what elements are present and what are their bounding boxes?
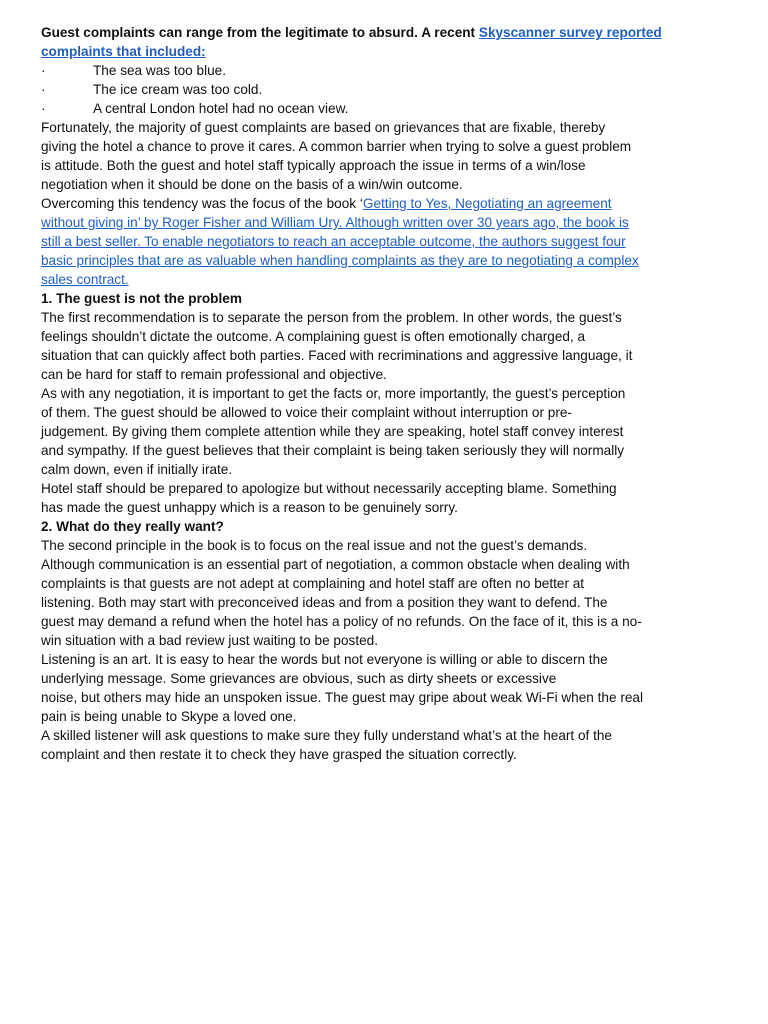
paragraph-line: complaints is that guests are not adept at complaining and hotel staff are often no better at [41, 576, 585, 591]
book-paragraph-line [41, 232, 737, 251]
book-link-part[interactable]: sales contract. [41, 272, 129, 287]
bullet-item [41, 99, 737, 118]
paragraph-line: negotiation when it should be done on the basis of a win/win outcome. [41, 177, 463, 192]
skyscanner-survey-link-part-1[interactable]: Skyscanner survey reported [478, 25, 662, 40]
paragraph-line: is attitude. Both the guest and hotel staff typically approach the issue in terms of a win/lose [41, 158, 586, 173]
bullet-item [41, 61, 737, 80]
paragraph-line: feelings shouldn’t dictate the outcome. A complaining guest is often emotionally charged, a [41, 329, 586, 344]
paragraph-line: underlying message. Some grievances are obvious, such as dirty sheets or excessive [41, 671, 557, 686]
intro-lead-text: Guest complaints can range from the legitimate to absurd. A recent [41, 25, 479, 40]
book-lead-text: Overcoming this tendency was the focus of the book ‘ [41, 196, 363, 211]
bullet-marker: · [41, 101, 46, 116]
book-paragraph-line [41, 213, 737, 232]
paragraph-line: Hotel staff should be prepared to apologize but without necessarily accepting blame. Something [41, 481, 617, 496]
skyscanner-survey-link-part-2[interactable]: complaints that included: [41, 44, 206, 59]
paragraph-line: Although communication is an essential part of negotiation, a common obstacle when dealing with [41, 557, 630, 572]
paragraph-line: As with any negotiation, it is important to get the facts or, more importantly, the guest’s perception [41, 386, 626, 401]
paragraph-line: win situation with a bad review just waiting to be posted. [41, 633, 379, 648]
bullet-item [41, 80, 737, 99]
paragraph-line: complaint and then restate it to check they have grasped the situation correctly. [41, 747, 517, 762]
paragraph-line: of them. The guest should be allowed to voice their complaint without interruption or pre- [41, 405, 572, 420]
paragraph-line: listening. Both may start with preconceived ideas and from a position they want to defend. The [41, 595, 608, 610]
paragraph-line: can be hard for staff to remain professional and objective. [41, 367, 387, 382]
paragraph-line: calm down, even if initially irate. [41, 462, 233, 477]
paragraph-line: Listening is an art. It is easy to hear the words but not everyone is willing or able to discern the [41, 652, 608, 667]
paragraph-line: pain is being unable to Skype a loved one. [41, 709, 297, 724]
book-paragraph-line [41, 251, 737, 270]
document-body [41, 23, 737, 764]
paragraph-line: The second principle in the book is to focus on the real issue and not the guest’s demands. [41, 538, 588, 553]
intro-line-2 [41, 42, 737, 61]
intro-line-1 [41, 23, 737, 42]
section-heading-1: 1. The guest is not the problem [41, 291, 242, 306]
bullet-text: The sea was too blue. [93, 63, 226, 78]
bullet-text: The ice cream was too cold. [93, 82, 263, 97]
paragraph-line: has made the guest unhappy which is a reason to be genuinely sorry. [41, 500, 458, 515]
paragraph-line: The first recommendation is to separate the person from the problem. In other words, the guest’s [41, 310, 622, 325]
bullet-marker: · [41, 82, 46, 97]
paragraph-line: Fortunately, the majority of guest complaints are based on grievances that are fixable, thereby [41, 120, 606, 135]
book-paragraph-line-1 [41, 194, 737, 213]
paragraph-line: guest may demand a refund when the hotel has a policy of no refunds. On the face of it, this is a no- [41, 614, 642, 629]
paragraph-line: situation that can quickly affect both parties. Faced with recriminations and aggressive language, it [41, 348, 633, 363]
book-link-part-1[interactable]: Getting to Yes, Negotiating an agreement [362, 196, 612, 211]
paragraph-line: A skilled listener will ask questions to make sure they fully understand what’s at the heart of the [41, 728, 612, 743]
bullet-text: A central London hotel had no ocean view. [93, 101, 349, 116]
book-link-part[interactable]: still a best seller. To enable negotiators to reach an acceptable outcome, the authors suggest four [41, 234, 626, 249]
paragraph-line: giving the hotel a chance to prove it cares. A common barrier when trying to solve a guest problem [41, 139, 632, 154]
section-heading-2: 2. What do they really want? [41, 519, 224, 534]
bullet-marker: · [41, 63, 46, 78]
book-link-part[interactable]: without giving in’ by Roger Fisher and William Ury. Although written over 30 years ago, the book is [41, 215, 629, 230]
book-link-part[interactable]: basic principles that are as valuable when handling complaints as they are to negotiating a complex [41, 253, 639, 268]
paragraph-line: judgement. By giving them complete attention while they are speaking, hotel staff convey interest [41, 424, 624, 439]
paragraph-line: noise, but others may hide an unspoken issue. The guest may gripe about weak Wi-Fi when the real [41, 690, 643, 705]
paragraph-line: and sympathy. If the guest believes that their complaint is being taken seriously they will normally [41, 443, 625, 458]
book-paragraph-line [41, 270, 737, 289]
